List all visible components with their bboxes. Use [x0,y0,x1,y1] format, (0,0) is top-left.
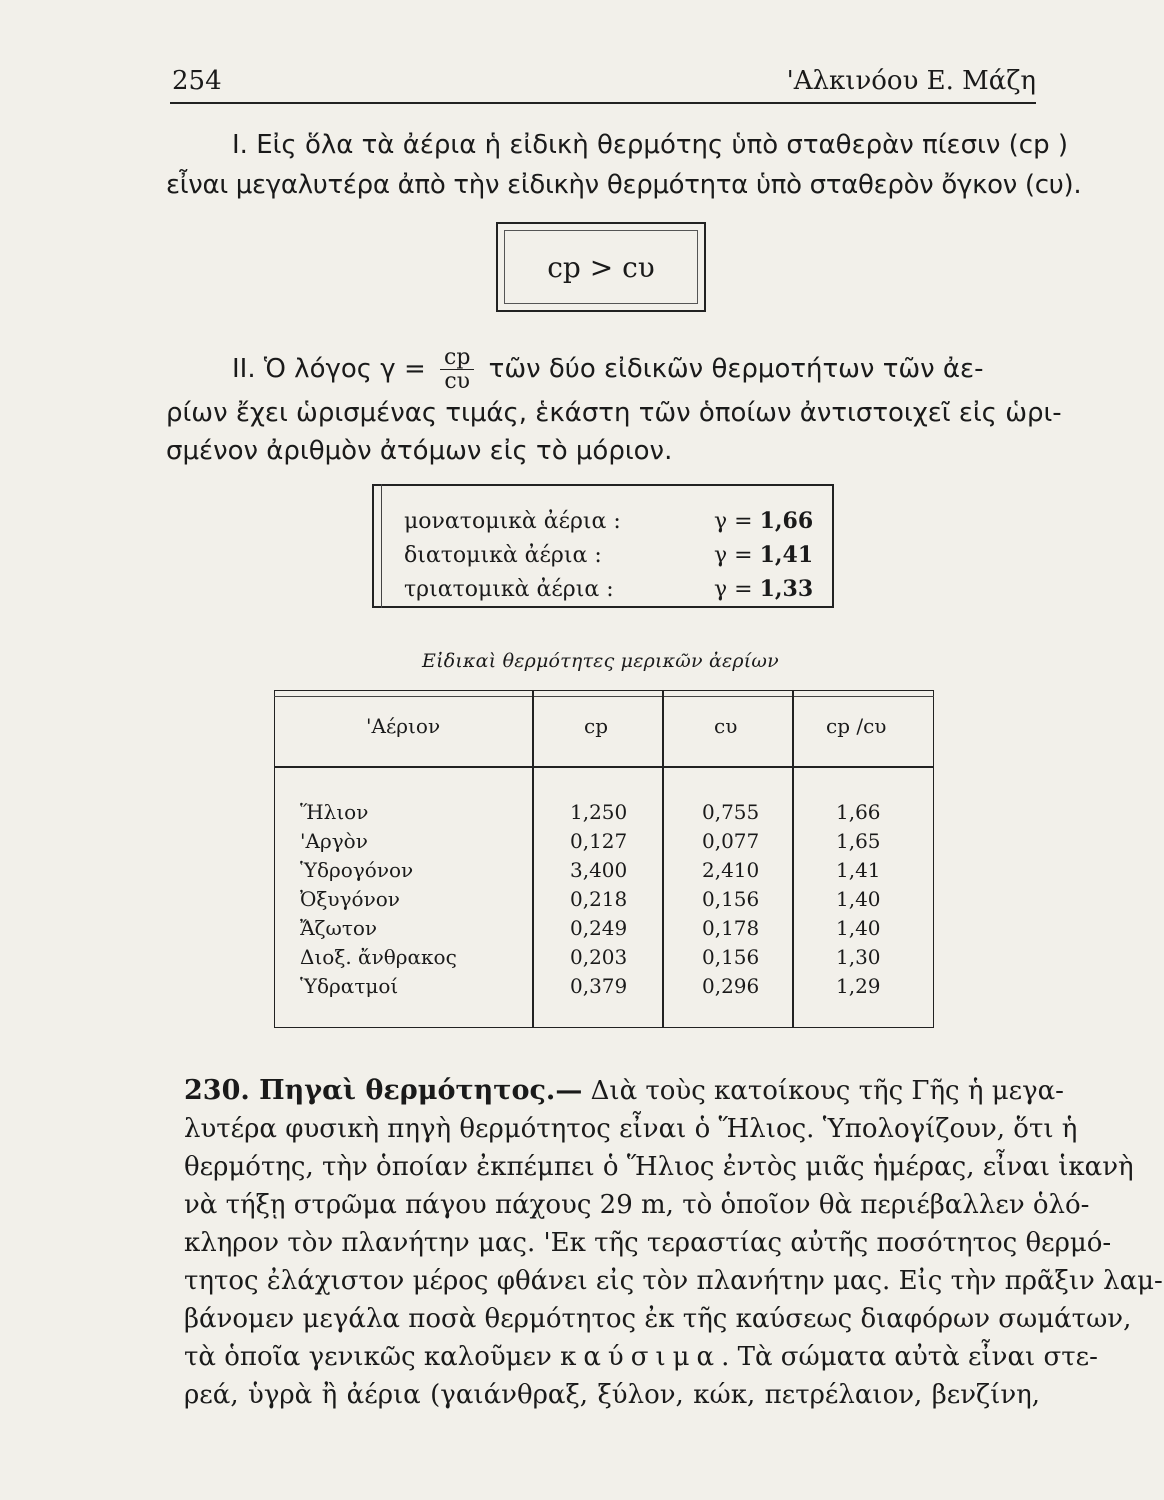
table-cell-gas: Ἄζωτον [300,916,378,940]
table-cell-ratio: 1,65 [836,829,881,853]
fraction-denominator: cυ [444,369,471,395]
table-cell-gas: Ὀξυγόνον [300,887,400,911]
gamma-row-monatomic [404,508,813,534]
gamma-values-box [372,484,834,608]
gamma-value: 1,33 [759,576,814,602]
gamma-value: 1,66 [759,508,814,534]
page-number: 254 [172,66,222,96]
table-cell-cp: 0,249 [570,916,628,940]
statement-two-line-1 [232,346,984,393]
table-cell-gas: Διοξ. ἄνθρακος [300,945,457,969]
gamma-row-label: διατομικὰ ἀέρια : [404,543,602,568]
statement-two-line-2: ρίων ἔχει ὡρισμένας τιμάς, ἑκάστη τῶν ὁποίων ἀντιστοιχεῖ εἰς ὡρι- [166,398,1062,428]
table-cell-cp: 0,218 [570,887,628,911]
table-cell-cv: 0,755 [702,800,760,824]
section-line [184,1072,1064,1110]
section-line: κληρον τὸν πλανήτην μας. 'Εκ τῆς τεραστίας αὐτῆς ποσότητος θερμό- [184,1228,1112,1258]
section-title: 230. Πηγαὶ θερμότητος.— [184,1075,583,1106]
gamma-symbol: γ = [714,543,760,568]
section-line: λυτέρα φυσικὴ πηγὴ θερμότητος εἶναι ὁ Ἥλιος. Ὑπολογίζουν, ὅτι ἡ [184,1114,1078,1144]
inequality-formula: cp > cυ [547,250,655,284]
table-row [274,974,934,1003]
table-header-gas: 'Αέριον [366,714,441,738]
table-cell-gas: Ὑδρογόνον [300,858,414,882]
gamma-row-diatomic [404,542,813,568]
table-cell-cv: 0,156 [702,945,760,969]
spaced-term-kausima: καύσιμα [560,1342,722,1372]
table-cell-cv: 0,178 [702,916,760,940]
table-cell-gas: Ἥλιον [300,800,369,824]
table-cell-ratio: 1,41 [836,858,881,882]
section-line: θερμότης, τὴν ὁποίαν ἐκπέμπει ὁ Ἥλιος ἐντὸς μιᾶς ἡμέρας, εἶναι ἱκανὴ [184,1152,1134,1182]
table-top-double-rule [274,696,934,697]
section-line: νὰ τήξῃ στρῶμα πάγου πάχους 29 m, τὸ ὁποῖον θὰ περιέβαλλεν ὁλό- [184,1190,1090,1220]
table-row [274,916,934,945]
section-line [184,1338,1098,1376]
gamma-symbol: γ = [714,577,760,602]
table-cell-cv: 0,156 [702,887,760,911]
table-cell-ratio: 1,40 [836,916,881,940]
section-first-line-text: Διὰ τοὺς κατοίκους τῆς Γῆς ἡ μεγα- [582,1076,1064,1106]
gamma-fraction [440,346,474,393]
table-header-cv: cυ [714,714,738,738]
statement-two-prefix: II. Ὁ λόγος γ = [232,354,434,385]
table-header-rule [274,766,934,768]
statement-two-line-3: σμένον ἀριθμὸν ἀτόμων εἰς τὸ μόριον. [166,436,673,466]
header-rule [170,102,1036,104]
table-cell-cp: 0,203 [570,945,628,969]
table-cell-ratio: 1,30 [836,945,881,969]
section-230 [184,1072,1163,1414]
table-header-cp: cp [584,714,609,738]
gamma-row-label: μονατομικὰ ἀέρια : [404,509,621,534]
section-line: ρεά, ὑγρὰ ἢ ἀέρια (γαιάνθραξ, ξύλον, κώκ, πετρέλαιον, βενζίνη, [184,1380,1040,1410]
table-cell-cv: 0,296 [702,974,760,998]
statement-two-suffix: τῶν δύο εἰδικῶν θερμοτήτων τῶν ἀε- [480,354,984,385]
table-row [274,887,934,916]
table-cell-cv: 2,410 [702,858,760,882]
running-header-author: 'Αλκινόου Ε. Μάζη [786,66,1036,96]
table-cell-ratio: 1,29 [836,974,881,998]
table-cell-cp: 0,127 [570,829,628,853]
table-caption: Εἰδικαὶ θερμότητες μερικῶν ἀερίων [422,650,779,672]
inequality-box-inner-frame [504,230,698,304]
gamma-box-left-rule [381,484,382,608]
statement-one-line-1: I. Εἰς ὅλα τὰ ἀέρια ἡ εἰδικὴ θερμότης ὑπὸ σταθερὰν πίεσιν (cp ) [232,130,1068,160]
inequality-box [496,222,706,312]
table-cell-gas: Ὑδρατμοί [300,974,399,998]
table-cell-cp: 3,400 [570,858,628,882]
table-cell-gas: 'Αργὸν [300,829,368,853]
specific-heat-table [274,690,934,1028]
table-cell-ratio: 1,40 [836,887,881,911]
fraction-numerator: cp [440,346,474,370]
gamma-row-triatomic [404,576,813,602]
table-row [274,829,934,858]
section-line: βάνομεν μεγάλα ποσὰ θερμότητος ἐκ τῆς καύσεως διαφόρων σωμάτων, [184,1304,1132,1334]
table-cell-ratio: 1,66 [836,800,881,824]
table-cell-cp: 1,250 [570,800,628,824]
gamma-symbol: γ = [714,509,760,534]
section-line8-start: τὰ ὁποῖα γενικῶς καλοῦμεν [184,1342,561,1372]
section-line8-end: . Τὰ σώματα αὐτὰ εἶναι στε- [721,1342,1098,1372]
table-row [274,858,934,887]
gamma-row-label: τριατομικὰ ἀέρια : [404,577,614,602]
table-row [274,945,934,974]
section-line: τητος ἐλάχιστον μέρος φθάνει εἰς τὸν πλανήτην μας. Εἰς τὴν πρᾶξιν λαμ- [184,1266,1163,1296]
table-cell-cp: 0,379 [570,974,628,998]
table-cell-cv: 0,077 [702,829,760,853]
table-row [274,800,934,829]
table-header-ratio: cp /cυ [826,714,887,738]
gamma-value: 1,41 [759,542,814,568]
statement-one-line-2: εἶναι μεγαλυτέρα ἀπὸ τὴν εἰδικὴν θερμότητα ὑπὸ σταθερὸν ὄγκον (cυ). [166,170,1082,200]
